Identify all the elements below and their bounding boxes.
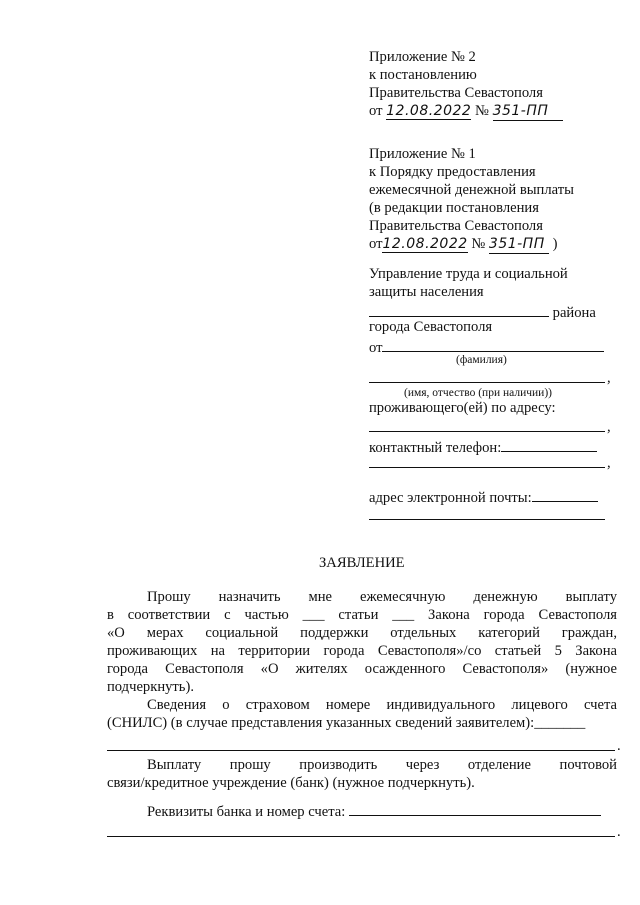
p1-line4: проживающих на территории города Севастополя»/со статьей 5 Закона xyxy=(107,643,617,659)
residence-label: проживающего(ей) по адресу: xyxy=(369,400,556,416)
handwritten-date: 12.08.2022 xyxy=(386,103,472,119)
email-field[interactable] xyxy=(532,487,598,502)
address-field[interactable] xyxy=(369,431,605,432)
email-extra-field[interactable] xyxy=(369,519,605,520)
from-label: от xyxy=(369,236,383,252)
p1-line2: в соответствии с частью ___ статьи ___ Закона города Севастополя xyxy=(107,607,617,623)
surname-field[interactable] xyxy=(382,337,604,352)
district-label: района xyxy=(552,305,596,321)
city-line: города Севастополя xyxy=(369,319,493,335)
comma: , xyxy=(607,370,611,386)
closing-paren: ) xyxy=(552,236,558,252)
p1-line3: «О мерах социальной поддержки отдельных категорий граждан, xyxy=(107,625,617,641)
annex1-date-line xyxy=(369,236,557,254)
phone-label: контактный телефон: xyxy=(369,440,502,456)
p1-line1: Прошу назначить мне ежемесячную денежную выплату xyxy=(147,589,617,605)
bank-label: Реквизиты банка и номер счета: xyxy=(147,804,346,820)
name-field[interactable] xyxy=(369,382,605,383)
phone-field[interactable] xyxy=(501,437,597,452)
bank-line xyxy=(147,801,601,821)
annex1-line3: ежемесячной денежной выплаты xyxy=(369,182,574,198)
email-label: адрес электронной почты: xyxy=(369,490,532,506)
name-hint: (имя, отчество (при наличии)) xyxy=(404,387,552,399)
email-line xyxy=(369,487,598,507)
from-label: от xyxy=(369,340,383,356)
handwritten-number: 351-ПП xyxy=(489,236,549,254)
statement-title: ЗАЯВЛЕНИЕ xyxy=(319,555,405,571)
annex2-line2: к постановлению xyxy=(369,67,477,83)
p3-line2: связи/кредитное учреждение (банк) (нужное подчеркнуть). xyxy=(107,775,475,791)
annex1-line5: Правительства Севастополя xyxy=(369,218,543,234)
phone-line xyxy=(369,437,597,457)
bank-field[interactable] xyxy=(349,801,601,816)
from-label: от xyxy=(369,103,383,119)
addressee-line1: Управление труда и социальной xyxy=(369,266,568,282)
bank-extra-field[interactable] xyxy=(107,836,615,837)
surname-hint: (фамилия) xyxy=(456,354,507,366)
p2-line1: Сведения о страховом номере индивидуального лицевого счета xyxy=(147,697,617,713)
addressee-line2: защиты населения xyxy=(369,284,484,300)
annex1-title: Приложение № 1 xyxy=(369,146,476,162)
comma: , xyxy=(607,455,611,471)
period: . xyxy=(617,824,621,840)
handwritten-date: 12.08.2022 xyxy=(382,236,468,252)
district-field[interactable] xyxy=(369,302,549,317)
annex2-line3: Правительства Севастополя xyxy=(369,85,543,101)
annex1-line2: к Порядку предоставления xyxy=(369,164,536,180)
handwritten-number: 351-ПП xyxy=(493,103,563,121)
p1-line5: города Севастополя «О жителях осажденного Севастополя» (нужное xyxy=(107,661,617,677)
number-label: № xyxy=(471,236,486,252)
annex2-date-line xyxy=(369,103,563,121)
annex2-title: Приложение № 2 xyxy=(369,49,476,65)
comma: , xyxy=(607,419,611,435)
annex1-line4: (в редакции постановления xyxy=(369,200,539,216)
phone-extra-field[interactable] xyxy=(369,467,605,468)
period: . xyxy=(617,738,621,754)
p1-last: подчеркнуть). xyxy=(107,679,194,695)
snils-field[interactable] xyxy=(107,750,615,751)
number-label: № xyxy=(474,103,489,119)
p2-line2: (СНИЛС) (в случае представления указанных сведений заявителем):_______ xyxy=(107,715,586,731)
p3-line1: Выплату прошу производить через отделение почтовой xyxy=(147,757,617,773)
